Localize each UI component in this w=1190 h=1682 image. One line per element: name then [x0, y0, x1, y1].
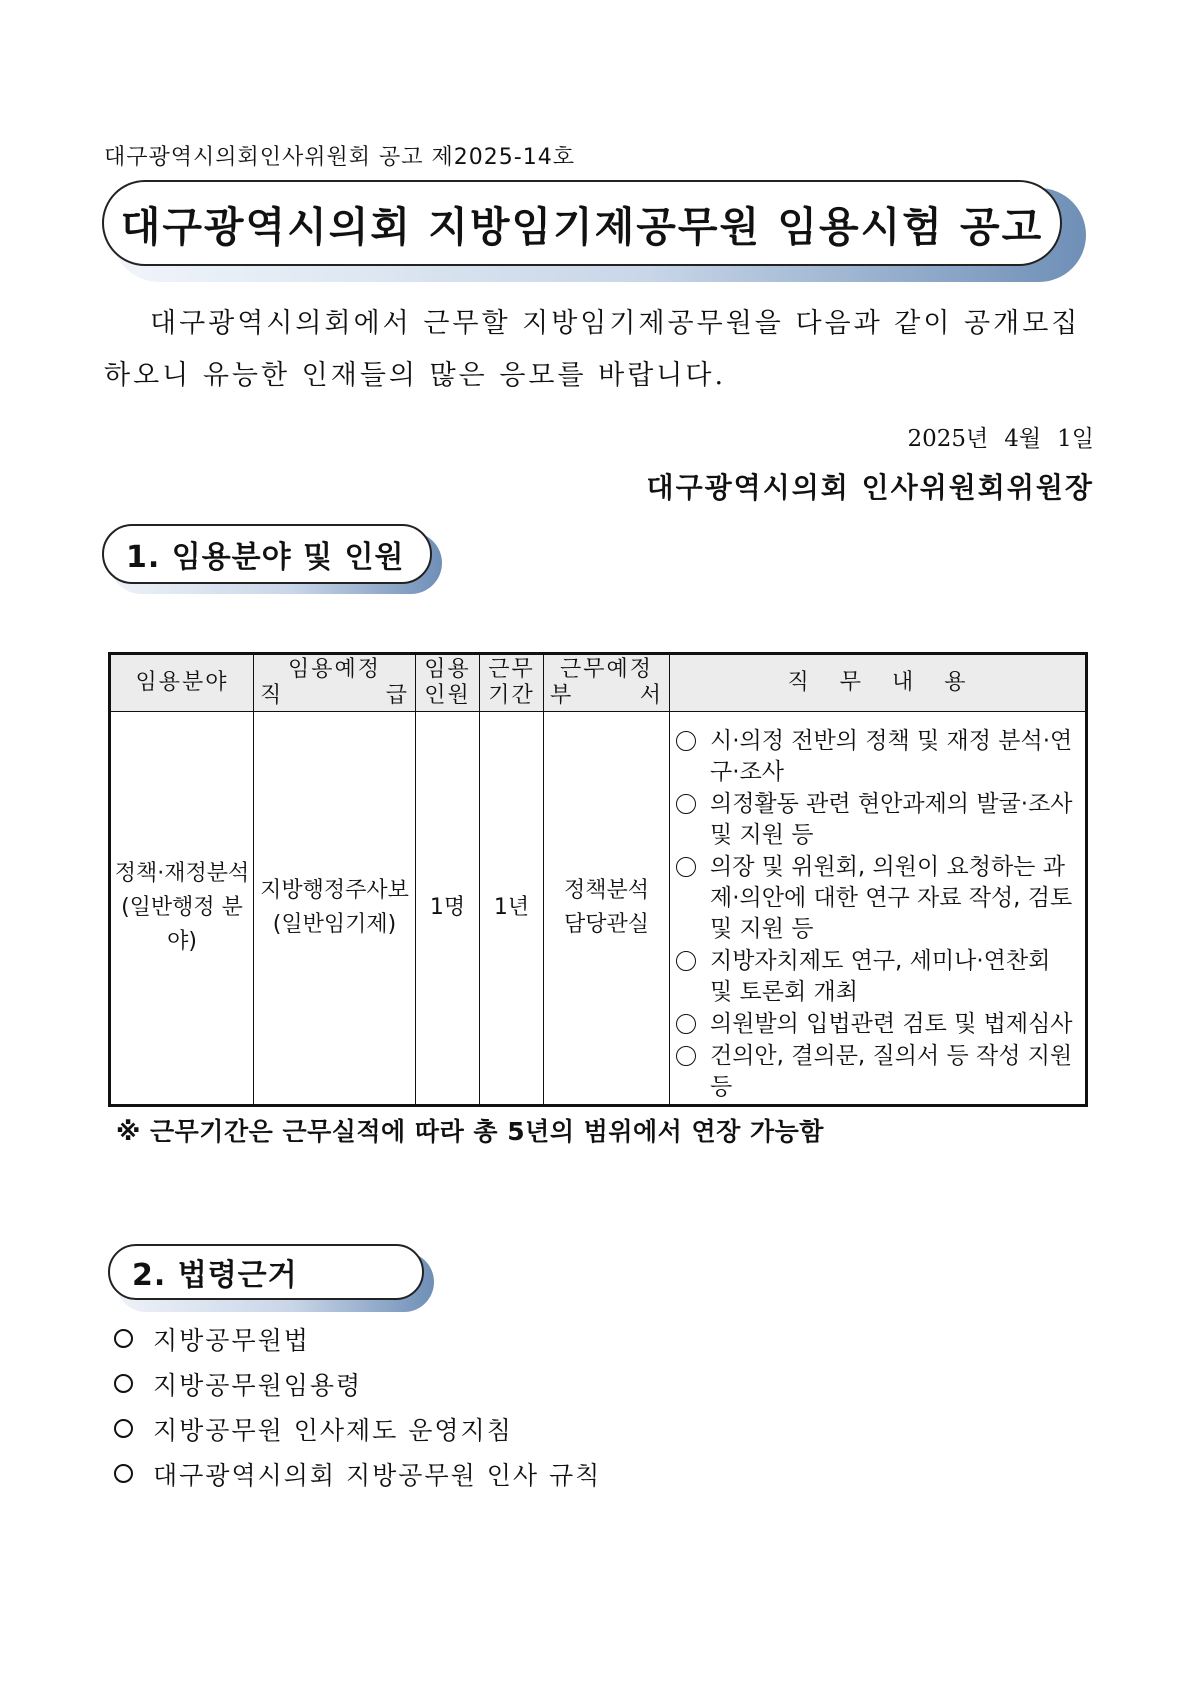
date-year: 2025년 — [907, 426, 989, 452]
circle-bullet-icon — [676, 794, 696, 814]
cell-department: 정책분석 담당관실 — [544, 712, 670, 1106]
header-department: 근무예정 부 서 — [544, 654, 670, 712]
duty-item: 지방자치제도 연구, 세미나·연찬회 및 토론회 개최 — [676, 946, 1079, 1008]
header-count: 임용 인원 — [416, 654, 480, 712]
list-item: 지방공무원 인사제도 운영지침 — [114, 1406, 601, 1451]
circle-bullet-icon — [114, 1374, 133, 1393]
title-banner — [102, 180, 1062, 266]
duty-item: 의장 및 위원회, 의원이 요청하는 과제·의안에 대한 연구 자료 작성, 검토 및 지원 등 — [676, 852, 1079, 945]
table-header-row — [110, 654, 1087, 712]
extension-note: ※ 근무기간은 근무실적에 따라 총 5년의 범위에서 연장 가능함 — [116, 1117, 824, 1146]
date-month: 4월 — [1004, 426, 1042, 452]
circle-bullet-icon — [676, 951, 696, 971]
page-title: 대구광역시의회 지방임기제공무원 임용시험 공고 — [120, 202, 1044, 251]
header-duty: 직 무 내 용 — [670, 654, 1087, 712]
circle-bullet-icon — [676, 731, 696, 751]
notice-number: 대구광역시의회인사위원회 공고 제2025-14호 — [104, 145, 575, 170]
cell-count: 1명 — [416, 712, 480, 1106]
circle-bullet-icon — [114, 1464, 133, 1483]
section-1-heading — [102, 524, 432, 584]
date-day: 1일 — [1057, 426, 1094, 452]
section-2-title: 2. 법령근거 — [132, 1258, 298, 1293]
list-item: 대구광역시의회 지방공무원 인사 규칙 — [114, 1451, 601, 1496]
circle-bullet-icon — [676, 857, 696, 877]
cell-field: 정책·재정분석 (일반행정 분야) — [110, 712, 254, 1106]
table-row — [110, 712, 1087, 1106]
intro-line-2: 하오니 유능한 인재들의 많은 응모를 바랍니다. — [104, 360, 727, 391]
header-grade: 임용예정 직 급 — [254, 654, 416, 712]
duty-item: 의정활동 관련 현안과제의 발굴·조사 및 지원 등 — [676, 789, 1079, 851]
circle-bullet-icon — [676, 1014, 696, 1034]
list-item: 지방공무원임용령 — [114, 1361, 601, 1406]
intro-line-1: 대구광역시의회에서 근무할 지방임기제공무원을 다음과 같이 공개모집 — [150, 308, 1081, 339]
circle-bullet-icon — [114, 1329, 133, 1348]
notice-date — [908, 420, 1094, 453]
intro-paragraph — [104, 298, 1094, 402]
signer: 대구광역시의회 인사위원회위원장 — [646, 471, 1094, 504]
header-period: 근무 기간 — [480, 654, 544, 712]
section-1-title: 1. 임용분야 및 인원 — [126, 540, 405, 575]
header-field: 임용분야 — [110, 654, 254, 712]
duty-item: 시·의정 전반의 정책 및 재정 분석·연구·조사 — [676, 726, 1079, 788]
list-item: 지방공무원법 — [114, 1316, 601, 1361]
circle-bullet-icon — [676, 1046, 696, 1066]
recruitment-table — [108, 652, 1088, 1107]
legal-basis-list — [114, 1316, 601, 1496]
cell-grade: 지방행정주사보 (일반임기제) — [254, 712, 416, 1106]
cell-period: 1년 — [480, 712, 544, 1106]
duty-item: 건의안, 결의문, 질의서 등 작성 지원 등 — [676, 1041, 1079, 1103]
section-2-heading — [108, 1244, 424, 1300]
circle-bullet-icon — [114, 1419, 133, 1438]
cell-duties — [670, 712, 1087, 1106]
duty-item: 의원발의 입법관련 검토 및 법제심사 — [676, 1009, 1079, 1040]
